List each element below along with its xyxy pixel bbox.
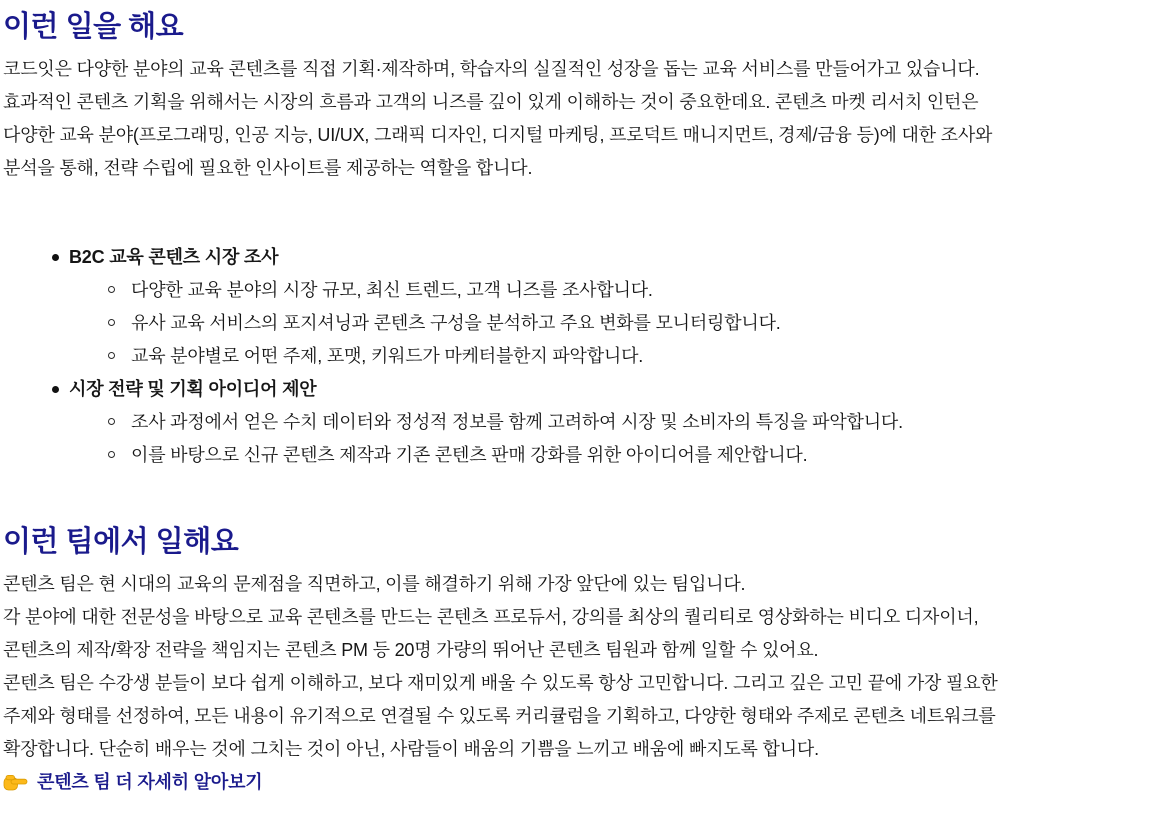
team-line: 콘텐츠의 제작/확장 전략을 책임지는 콘텐츠 PM 등 20명 가량의 뛰어난 콘텐츠 팀원과 함께 일할 수 있어요. bbox=[3, 640, 819, 660]
team-line: 콘텐츠 팀은 현 시대의 교육의 문제점을 직면하고, 이를 해결하기 위해 가장 앞단에 있는 팀입니다. bbox=[3, 574, 746, 594]
task-item bbox=[3, 439, 1146, 472]
bullet-icon bbox=[52, 386, 59, 393]
task-group-title-text: B2C 교육 콘텐츠 시장 조사 bbox=[69, 247, 279, 267]
team-detail-link[interactable] bbox=[3, 767, 262, 797]
team-line: 확장합니다. 단순히 배우는 것에 그치는 것이 아닌, 사람들이 배움의 기쁨을 느끼고 배움에 빠지도록 합니다. bbox=[3, 739, 819, 759]
circle-bullet-icon bbox=[108, 451, 115, 458]
task-item-text: 다양한 교육 분야의 시장 규모, 최신 트렌드, 고객 니즈를 조사합니다. bbox=[131, 280, 653, 300]
pointing-right-icon bbox=[3, 772, 28, 792]
circle-bullet-icon bbox=[108, 286, 115, 293]
task-item bbox=[3, 340, 1146, 373]
task-item-text: 조사 과정에서 얻은 수치 데이터와 정성적 정보를 함께 고려하여 시장 및 소비자의 특징을 파악합니다. bbox=[131, 412, 903, 432]
task-item bbox=[3, 406, 1146, 439]
intro-line: 분석을 통해, 전략 수립에 필요한 인사이트를 제공하는 역할을 합니다. bbox=[3, 158, 533, 178]
intro-line: 효과적인 콘텐츠 기획을 위해서는 시장의 흐름과 고객의 니즈를 깊이 있게 이해하는 것이 중요한데요. 콘텐츠 마켓 리서치 인턴은 bbox=[3, 92, 979, 112]
team-line: 콘텐츠 팀은 수강생 분들이 보다 쉽게 이해하고, 보다 재미있게 배울 수 있도록 항상 고민합니다. 그리고 깊은 고민 끝에 가장 필요한 bbox=[3, 673, 998, 693]
circle-bullet-icon bbox=[108, 352, 115, 359]
team-paragraph bbox=[3, 568, 1146, 766]
section-team bbox=[3, 525, 1146, 797]
task-list bbox=[3, 241, 1146, 472]
task-item bbox=[3, 307, 1146, 340]
task-group-title bbox=[3, 241, 1146, 274]
task-item-text: 교육 분야별로 어떤 주제, 포맷, 키워드가 마케터블한지 파악합니다. bbox=[131, 346, 644, 366]
responsibilities-heading: 이런 일을 해요 bbox=[3, 11, 184, 43]
team-detail-link-label: 콘텐츠 팀 더 자세히 알아보기 bbox=[37, 772, 263, 792]
team-heading: 이런 팀에서 일해요 bbox=[3, 526, 239, 558]
task-item-text: 유사 교육 서비스의 포지셔닝과 콘텐츠 구성을 분석하고 주요 변화를 모니터링합니다. bbox=[131, 313, 781, 333]
responsibilities-intro-paragraph bbox=[3, 53, 1146, 185]
intro-line: 다양한 교육 분야(프로그래밍, 인공 지능, UI/UX, 그래픽 디자인, 디지털 마케팅, 프로덕트 매니지먼트, 경제/금융 등)에 대한 조사와 bbox=[3, 125, 993, 145]
circle-bullet-icon bbox=[108, 319, 115, 326]
task-item bbox=[3, 274, 1146, 307]
circle-bullet-icon bbox=[108, 418, 115, 425]
team-line: 주제와 형태를 선정하여, 모든 내용이 유기적으로 연결될 수 있도록 커리큘럼을 기획하고, 다양한 형태와 주제로 콘텐츠 네트워크를 bbox=[3, 706, 996, 726]
intro-line: 코드잇은 다양한 분야의 교육 콘텐츠를 직접 기획·제작하며, 학습자의 실질적인 성장을 돕는 교육 서비스를 만들어가고 있습니다. bbox=[3, 59, 980, 79]
section-responsibilities bbox=[3, 10, 1146, 472]
task-item-text: 이를 바탕으로 신규 콘텐츠 제작과 기존 콘텐츠 판매 강화를 위한 아이디어를 제안합니다. bbox=[131, 445, 808, 465]
team-line: 각 분야에 대한 전문성을 바탕으로 교육 콘텐츠를 만드는 콘텐츠 프로듀서, 강의를 최상의 퀄리티로 영상화하는 비디오 디자이너, bbox=[3, 607, 979, 627]
bullet-icon bbox=[52, 254, 59, 261]
task-group-title bbox=[3, 373, 1146, 406]
task-group-title-text: 시장 전략 및 기획 아이디어 제안 bbox=[69, 379, 317, 399]
